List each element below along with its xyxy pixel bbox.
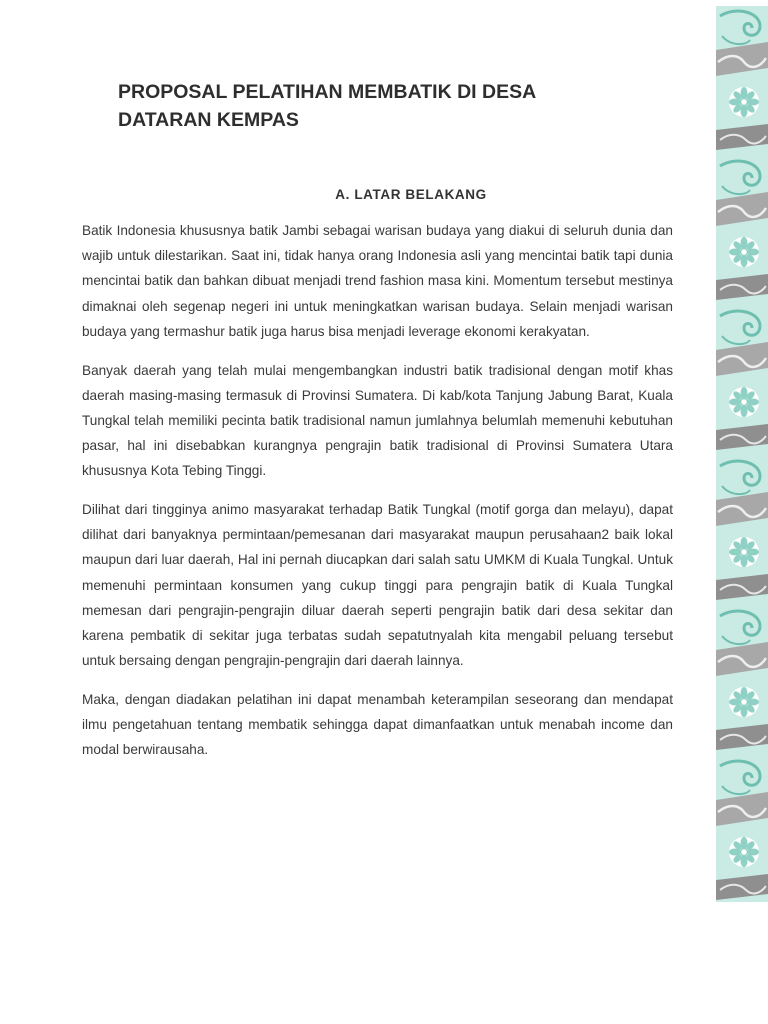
section-heading: A. LATAR BELAKANG [335, 187, 487, 202]
batik-pattern-border-icon [716, 6, 768, 902]
paragraph-1: Batik Indonesia khususnya batik Jambi sebagai warisan budaya yang diakui di seluruh dunia dan wajib untuk dilestarikan. Saat ini, tidak hanya orang Indonesia asli yang mencintai batik tapi dunia mencintai batik dan bahkan dibuat menjadi trend fashion masa kini. Momentum tersebut mestinya dimaknai oleh segenap negeri ini untuk meningkatkan warisan budaya. Selain menjadi warisan budaya yang termashur batik juga harus bisa menjadi leverage ekonomi kerakyatan. [82, 223, 673, 339]
body-text [82, 218, 673, 776]
paragraph-2: Banyak daerah yang telah mulai mengembangkan industri batik tradisional dengan motif khas daerah masing-masing termasuk di Provinsi Sumatera. Di kab/kota Tanjung Jabung Barat, Kuala Tungkal telah memiliki pecinta batik tradisional namun jumlahnya belumlah memenuhi kebutuhan pasar, hal ini disebabkan kurangnya pengrajin batik tradisional di Provinsi Sumatera Utara khususnya Kota Tebing Tinggi. [82, 362, 673, 479]
paragraph-3: Dilihat dari tingginya animo masyarakat terhadap Batik Tungkal (motif gorga dan melayu), dapat dilihat dari banyaknya permintaan/pemesanan dari masyarakat maupun perusahaan2 baik lokal maupun dari luar daerah, Hal ini pernah diucapkan dari salah satu UMKM di Kuala Tungkal. Untuk memenuhi permintaan konsumen yang cukup tinggi para pengrajin batik di Kuala Tungkal memesan dari pengrajin-pengrajin diluar daerah seperti pengrajin batik dari desa sekitar dan karena pembatik di sekitar juga terbatas sudah sepatutnyalah kita mengabil peluang tersebut untuk bersaing dengan pengrajin-pengrajin dari daerah lainnya. [82, 502, 673, 669]
paragraph-4: Maka, dengan diadakan pelatihan ini dapat menambah keterampilan seseorang dan mendapat ilmu pengetahuan tentang membatik sehingga dapat dimanfaatkan untuk menabah income dan modal berwirausaha. [82, 691, 673, 758]
document-title: PROPOSAL PELATIHAN MEMBATIK DI DESA DATARAN KEMPAS [118, 81, 536, 131]
